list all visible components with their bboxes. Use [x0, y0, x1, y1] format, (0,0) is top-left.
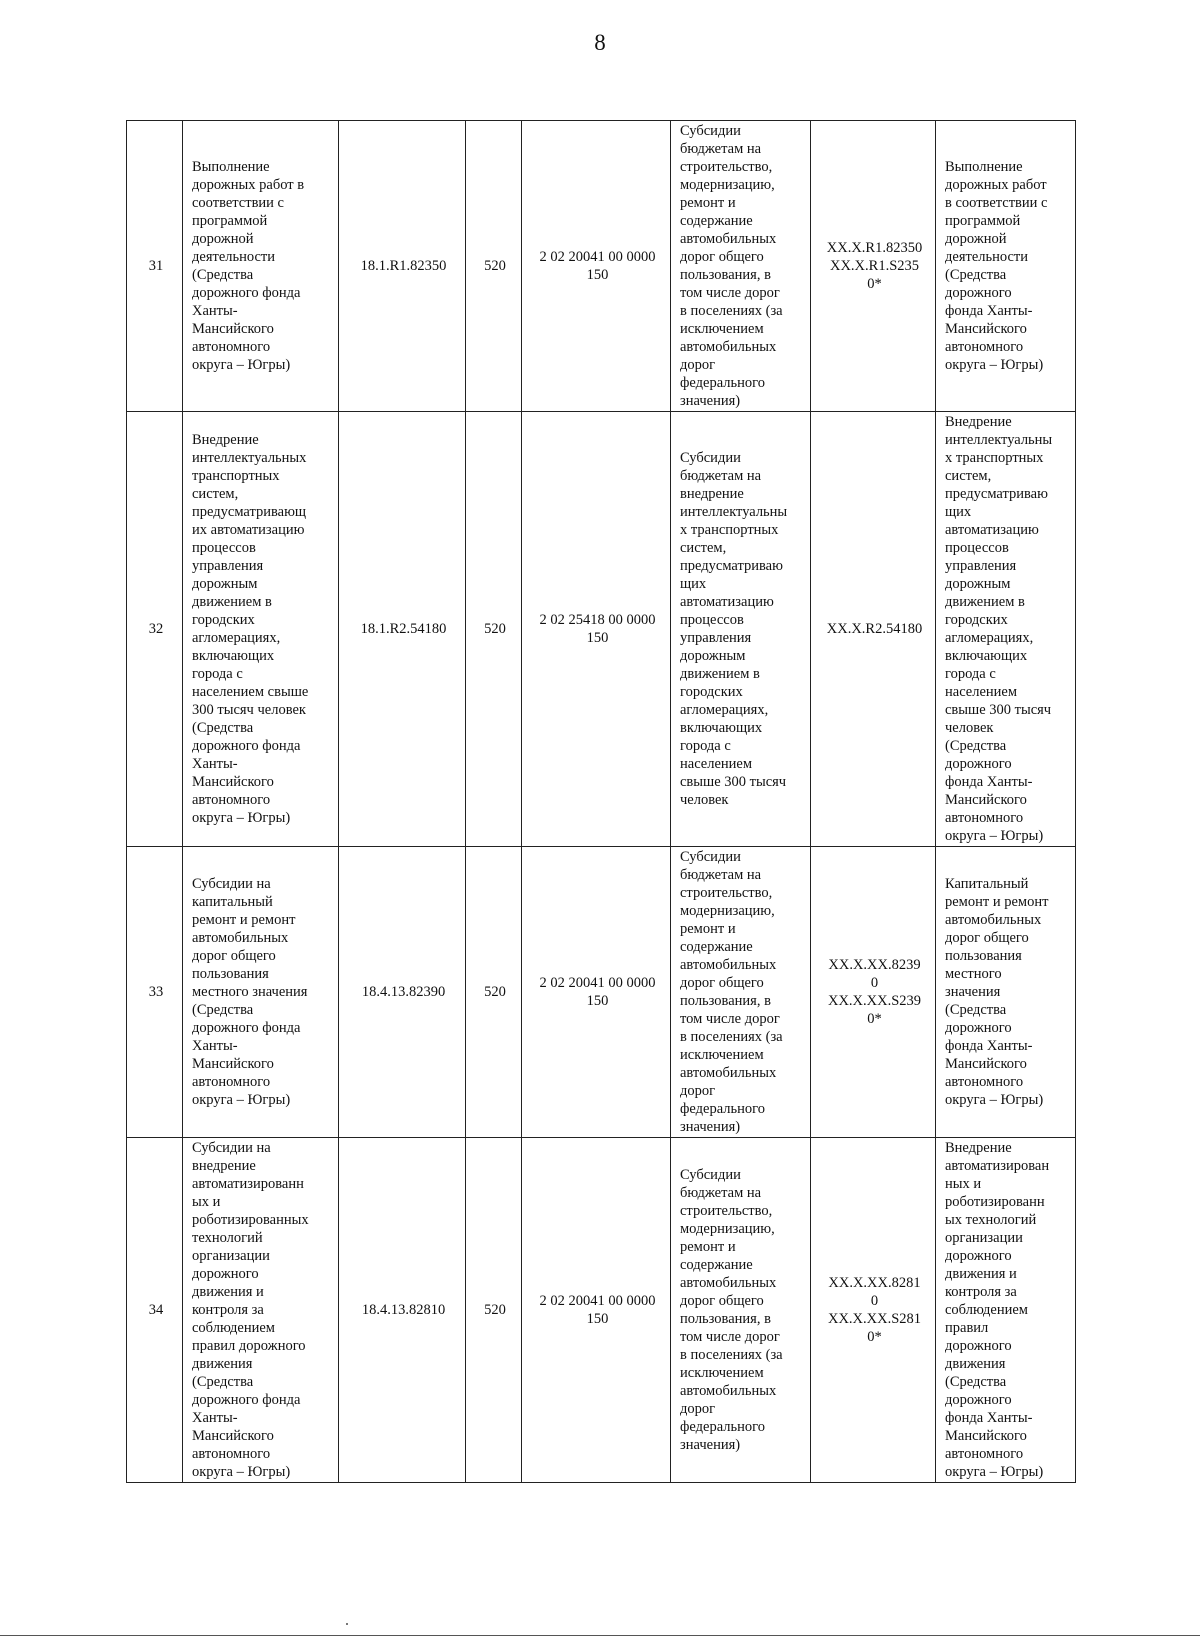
- table-row: [127, 412, 1076, 847]
- revenue-code-cell: 2 02 20041 00 0000 150: [522, 847, 671, 1138]
- target-article-name-cell: Внедрение интеллектуальных транспортных систем, предусматривающ их автоматизацию процессов управления дорожным движением в городских агломерациях, включающих города с населением свыше 300 тысяч человек (Средства дорожного фонда Ханты- Мансийского автономного округа – Югры): [183, 412, 339, 847]
- municipal-code-cell: XX.X.XX.8281 0 XX.X.XX.S281 0*: [811, 1138, 936, 1483]
- subsidy-code-table: [126, 120, 1076, 1483]
- municipal-name-cell: Внедрение интеллектуальны х транспортных систем, предусматриваю щих автоматизацию процессов управления дорожным движением в городских агломерациях, включающих города с населением свыше 300 тысяч человек (Средства дорожного фонда Ханты- Мансийского автономного округа – Югры): [936, 412, 1076, 847]
- row-number-cell: 32: [127, 412, 183, 847]
- revenue-code-cell: 2 02 20041 00 0000 150: [522, 1138, 671, 1483]
- municipal-code-cell: XX.X.XX.8239 0 XX.X.XX.S239 0*: [811, 847, 936, 1138]
- target-article-code-cell: 18.1.R2.54180: [339, 412, 466, 847]
- target-article-code-cell: 18.4.13.82810: [339, 1138, 466, 1483]
- table-row: [127, 847, 1076, 1138]
- target-article-name-cell: Субсидии на капитальный ремонт и ремонт автомобильных дорог общего пользования местного значения (Средства дорожного фонда Ханты- Мансийского автономного округа – Югры): [183, 847, 339, 1138]
- expense-type-code-cell: 520: [466, 1138, 522, 1483]
- page-number: 8: [594, 30, 606, 55]
- target-article-name-cell: Выполнение дорожных работ в соответствии с программой дорожной деятельности (Средства дорожного фонда Ханты- Мансийского автономного округа – Югры): [183, 121, 339, 412]
- table-row: [127, 121, 1076, 412]
- table-body: [127, 121, 1076, 1483]
- expense-type-code-cell: 520: [466, 847, 522, 1138]
- municipal-code-cell: XX.X.R1.82350 XX.X.R1.S235 0*: [811, 121, 936, 412]
- municipal-name-cell: Выполнение дорожных работ в соответствии с программой дорожной деятельности (Средства дорожного фонда Ханты- Мансийского автономного округа – Югры): [936, 121, 1076, 412]
- municipal-name-cell: Внедрение автоматизирован ных и роботизированн ых технологий организации дорожного движения и контроля за соблюдением правил дорожного движения (Средства дорожного фонда Ханты- Мансийского автономного округа – Югры): [936, 1138, 1076, 1483]
- row-number-cell: 31: [127, 121, 183, 412]
- expense-type-code-cell: 520: [466, 412, 522, 847]
- revenue-name-cell: Субсидии бюджетам на строительство, модернизацию, ремонт и содержание автомобильных дорог общего пользования, в том числе дорог в поселениях (за исключением автомобильных дорог федерального значения): [671, 847, 811, 1138]
- revenue-code-cell: 2 02 20041 00 0000 150: [522, 121, 671, 412]
- row-number-cell: 34: [127, 1138, 183, 1483]
- municipal-code-cell: XX.X.R2.54180: [811, 412, 936, 847]
- target-article-name-cell: Субсидии на внедрение автоматизированн ых и роботизированных технологий организации дорожного движения и контроля за соблюдением правил дорожного движения (Средства дорожного фонда Ханты- Мансийского автономного округа – Югры): [183, 1138, 339, 1483]
- table-row: [127, 1138, 1076, 1483]
- target-article-code-cell: 18.4.13.82390: [339, 847, 466, 1138]
- revenue-name-cell: Субсидии бюджетам на строительство, модернизацию, ремонт и содержание автомобильных дорог общего пользования, в том числе дорог в поселениях (за исключением автомобильных дорог федерального значения): [671, 121, 811, 412]
- target-article-code-cell: 18.1.R1.82350: [339, 121, 466, 412]
- expense-type-code-cell: 520: [466, 121, 522, 412]
- row-number-cell: 33: [127, 847, 183, 1138]
- scan-speck: [346, 1623, 348, 1625]
- revenue-name-cell: Субсидии бюджетам на строительство, модернизацию, ремонт и содержание автомобильных дорог общего пользования, в том числе дорог в поселениях (за исключением автомобильных дорог федерального значения): [671, 1138, 811, 1483]
- municipal-name-cell: Капитальный ремонт и ремонт автомобильных дорог общего пользования местного значения (Средства дорожного фонда Ханты- Мансийского автономного округа – Югры): [936, 847, 1076, 1138]
- revenue-name-cell: Субсидии бюджетам на внедрение интеллектуальны х транспортных систем, предусматриваю щих автоматизацию процессов управления дорожным движением в городских агломерациях, включающих города с населением свыше 300 тысяч человек: [671, 412, 811, 847]
- scan-bottom-edge: [0, 1635, 1200, 1636]
- revenue-code-cell: 2 02 25418 00 0000 150: [522, 412, 671, 847]
